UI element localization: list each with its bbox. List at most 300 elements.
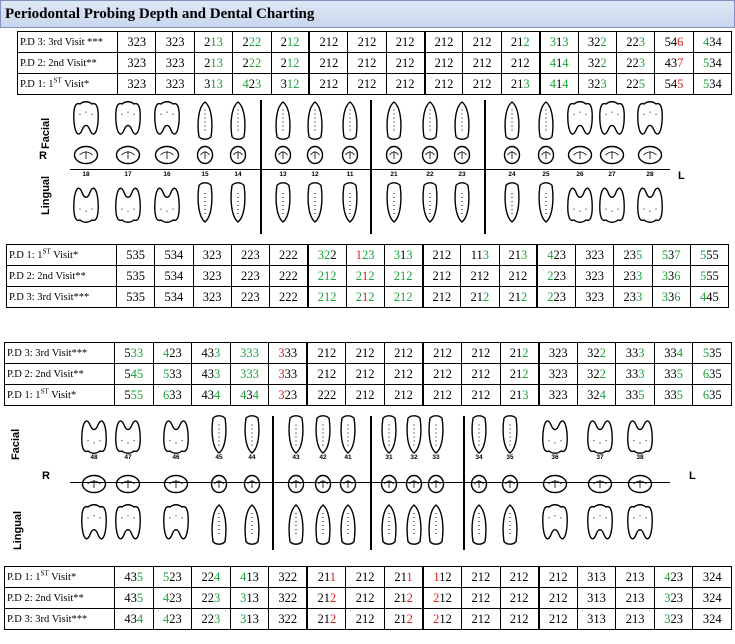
probing-depth-cell: 223 (537, 287, 575, 308)
tooth-occlusal-icon (380, 474, 398, 499)
probing-depth-cell: 414 (540, 53, 578, 74)
tooth-facial-icon (635, 99, 665, 146)
probing-depth-cell: 313 (230, 609, 269, 630)
upper-chart-midline (370, 100, 372, 234)
probing-depth-cell: 546 (655, 32, 693, 53)
lower-chart-divider-left (272, 416, 274, 550)
probing-depth-cell: 222 (233, 32, 271, 53)
probing-depth-cell: 212 (386, 32, 424, 53)
probing-depth-cell: 336 (652, 266, 690, 287)
visit-label: P.D 1: 1ST Visit* (5, 567, 115, 588)
tooth-number: 18 (82, 171, 90, 178)
tooth-number: 12 (311, 171, 319, 178)
probing-depth-cell: 335 (654, 364, 693, 385)
probing-depth-cell: 223 (231, 266, 269, 287)
tooth-facial-icon (536, 99, 556, 146)
tooth-lingual-icon (379, 502, 399, 551)
tooth-lingual-icon (502, 181, 522, 230)
probing-depth-cell: 212 (423, 245, 461, 266)
probing-depth-cell: 212 (461, 287, 499, 308)
probing-depth-cell: 533 (115, 343, 154, 364)
tooth-occlusal-icon (599, 145, 625, 170)
tooth-occlusal-icon (339, 474, 357, 499)
probing-depth-cell: 212 (384, 609, 423, 630)
probing-depth-cell: 534 (693, 74, 731, 95)
probing-depth-cell: 112 (423, 567, 462, 588)
tooth-occlusal-icon (229, 145, 247, 170)
probing-depth-cell: 334 (654, 343, 693, 364)
probing-depth-cell: 336 (652, 287, 690, 308)
tooth-lingual-icon (242, 502, 262, 551)
probing-depth-cell: 213 (616, 609, 655, 630)
tooth-number: 23 (458, 171, 466, 178)
probing-depth-cell: 212 (384, 588, 423, 609)
probing-depth-cell: 435 (115, 567, 154, 588)
probing-row (5, 385, 732, 406)
visit-label: P.D 3: 3rd Visit*** (7, 287, 117, 308)
tooth-facial-icon (228, 99, 248, 146)
probing-depth-cell: 633 (153, 385, 192, 406)
probing-depth-cell: 434 (115, 609, 154, 630)
probing-depth-cell: 333 (269, 364, 308, 385)
tooth-number: 48 (90, 454, 98, 461)
probing-depth-cell: 212 (308, 287, 346, 308)
tooth-number: 32 (410, 454, 418, 461)
probing-depth-cell: 323 (578, 74, 616, 95)
visit-label: P.D 2: 2nd Visit** (18, 53, 118, 74)
lower-chart-midline (370, 416, 372, 550)
probing-depth-cell: 414 (540, 74, 578, 95)
tooth-lingual-icon (340, 181, 360, 230)
tooth-lingual-icon (305, 181, 325, 230)
probing-depth-cell: 212 (348, 53, 386, 74)
tooth-lingual-icon (597, 181, 627, 230)
probing-depth-cell: 323 (576, 287, 614, 308)
probing-table-lower-lingual (4, 342, 732, 406)
probing-depth-cell: 545 (115, 364, 154, 385)
probing-depth-cell: 535 (117, 245, 155, 266)
probing-depth-cell: 123 (346, 245, 384, 266)
tooth-occlusal-icon (73, 145, 99, 170)
probing-depth-cell: 212 (423, 588, 462, 609)
probing-depth-cell: 335 (616, 385, 655, 406)
probing-depth-cell: 423 (537, 245, 575, 266)
probing-depth-cell: 212 (463, 53, 501, 74)
probing-depth-cell: 324 (693, 588, 732, 609)
probing-row (5, 588, 732, 609)
probing-depth-cell: 212 (348, 32, 386, 53)
tooth-lingual-icon (500, 502, 520, 551)
probing-depth-cell: 225 (616, 74, 654, 95)
probing-depth-cell: 212 (386, 74, 424, 95)
probing-row (7, 266, 729, 287)
lower-facial-label: Facial (10, 428, 22, 460)
tooth-occlusal-icon (287, 474, 305, 499)
probing-depth-cell: 435 (115, 588, 154, 609)
probing-depth-cell: 534 (155, 287, 193, 308)
visit-label: P.D 3: 3rd Visit*** (5, 343, 115, 364)
tooth-occlusal-icon (314, 474, 332, 499)
probing-depth-cell: 313 (540, 32, 578, 53)
probing-depth-cell: 212 (348, 74, 386, 95)
tooth-occlusal-icon (567, 145, 593, 170)
tooth-lingual-icon (540, 502, 570, 551)
probing-depth-cell: 433 (192, 364, 231, 385)
probing-depth-cell: 213 (616, 567, 655, 588)
probing-depth-cell: 534 (155, 245, 193, 266)
probing-depth-cell: 322 (577, 343, 616, 364)
probing-depth-cell: 212 (462, 588, 501, 609)
probing-depth-cell: 222 (233, 53, 271, 74)
tooth-occlusal-icon (341, 145, 359, 170)
tooth-number: 14 (234, 171, 242, 178)
probing-row (5, 609, 732, 630)
probing-depth-cell: 212 (346, 287, 384, 308)
upper-chart-divider-left (260, 100, 262, 234)
tooth-occlusal-icon (306, 145, 324, 170)
probing-depth-cell: 322 (269, 609, 308, 630)
tooth-facial-icon (273, 99, 293, 146)
probing-depth-cell: 212 (307, 364, 346, 385)
probing-depth-cell: 212 (309, 32, 347, 53)
probing-depth-cell: 445 (690, 287, 728, 308)
probing-depth-cell: 212 (346, 385, 385, 406)
probing-depth-cell: 222 (307, 385, 346, 406)
probing-depth-cell: 635 (693, 385, 732, 406)
tooth-occlusal-icon (637, 145, 663, 170)
probing-depth-cell: 212 (499, 287, 537, 308)
tooth-lingual-icon (71, 181, 101, 230)
tooth-lingual-icon (426, 502, 446, 551)
probing-depth-cell: 323 (539, 343, 578, 364)
probing-depth-cell: 535 (117, 287, 155, 308)
probing-depth-cell: 322 (269, 567, 308, 588)
tooth-lingual-icon (420, 181, 440, 230)
tooth-occlusal-icon (163, 474, 189, 499)
tooth-number: 36 (551, 454, 559, 461)
tooth-occlusal-icon (243, 474, 261, 499)
probing-depth-cell: 534 (155, 266, 193, 287)
probing-depth-cell: 222 (270, 287, 308, 308)
tooth-occlusal-icon (405, 474, 423, 499)
probing-table-lower-facial (4, 566, 732, 630)
upper-facial-label: Facial (40, 117, 52, 149)
tooth-occlusal-icon (154, 145, 180, 170)
tooth-facial-icon (420, 99, 440, 146)
upper-lingual-label: Lingual (40, 175, 52, 215)
probing-depth-cell: 423 (153, 588, 192, 609)
probing-depth-cell: 235 (614, 245, 652, 266)
probing-depth-cell: 323 (118, 53, 156, 74)
probing-depth-cell: 223 (616, 53, 654, 74)
probing-depth-cell: 233 (614, 287, 652, 308)
probing-depth-cell: 313 (194, 74, 232, 95)
probing-row (7, 287, 729, 308)
probing-depth-cell: 324 (693, 567, 732, 588)
probing-row (18, 53, 732, 74)
probing-depth-cell: 212 (500, 343, 539, 364)
probing-depth-cell: 212 (462, 385, 501, 406)
probing-depth-cell: 233 (614, 266, 652, 287)
probing-depth-cell: 212 (539, 567, 578, 588)
probing-depth-cell: 434 (693, 32, 731, 53)
upper-right-label: R (39, 150, 47, 162)
tooth-facial-icon (71, 99, 101, 146)
tooth-number: 27 (608, 171, 616, 178)
probing-depth-cell: 322 (308, 245, 346, 266)
probing-depth-cell: 213 (616, 588, 655, 609)
probing-depth-cell: 323 (193, 266, 231, 287)
tooth-occlusal-icon (385, 145, 403, 170)
probing-depth-cell: 213 (194, 32, 232, 53)
probing-depth-cell: 333 (269, 343, 308, 364)
tooth-lingual-icon (404, 502, 424, 551)
probing-depth-cell: 212 (423, 364, 462, 385)
probing-depth-cell: 212 (539, 588, 578, 609)
tooth-lingual-icon (273, 181, 293, 230)
probing-depth-cell: 212 (425, 53, 463, 74)
probing-depth-cell: 212 (423, 385, 462, 406)
probing-depth-cell: 223 (231, 245, 269, 266)
probing-depth-cell: 313 (577, 567, 616, 588)
probing-depth-cell: 212 (425, 74, 463, 95)
tooth-lingual-icon (195, 181, 215, 230)
tooth-occlusal-icon (587, 474, 613, 499)
probing-depth-cell: 322 (577, 364, 616, 385)
probing-depth-cell: 212 (501, 53, 539, 74)
tooth-number: 28 (646, 171, 654, 178)
probing-depth-cell: 212 (307, 609, 346, 630)
probing-depth-cell: 212 (500, 364, 539, 385)
probing-depth-cell: 211 (384, 567, 423, 588)
probing-depth-cell: 212 (499, 266, 537, 287)
probing-depth-cell: 212 (307, 588, 346, 609)
tooth-lingual-icon (536, 181, 556, 230)
probing-depth-cell: 223 (231, 287, 269, 308)
probing-depth-cell: 323 (539, 364, 578, 385)
probing-depth-cell: 213 (194, 53, 232, 74)
tooth-occlusal-icon (421, 145, 439, 170)
probing-depth-cell: 212 (346, 567, 385, 588)
tooth-lingual-icon (313, 502, 333, 551)
probing-depth-cell: 213 (500, 385, 539, 406)
probing-depth-cell: 212 (346, 588, 385, 609)
probing-depth-cell: 333 (616, 364, 655, 385)
probing-depth-cell: 423 (654, 567, 693, 588)
tooth-facial-icon (597, 99, 627, 146)
probing-row (5, 567, 732, 588)
probing-depth-cell: 212 (500, 567, 539, 588)
probing-table-upper-lingual (6, 244, 729, 308)
visit-label: P.D 1: 1ST Visit* (18, 74, 118, 95)
page-title: Periodontal Probing Depth and Dental Charting (0, 0, 735, 28)
probing-depth-cell: 555 (690, 266, 728, 287)
probing-depth-cell: 212 (462, 343, 501, 364)
probing-depth-cell: 323 (156, 74, 194, 95)
tooth-number: 33 (432, 454, 440, 461)
tooth-number: 45 (215, 454, 223, 461)
probing-depth-cell: 333 (230, 343, 269, 364)
tooth-occlusal-icon (627, 474, 653, 499)
visit-label: P.D 2: 2nd Visit** (5, 364, 115, 385)
tooth-occlusal-icon (542, 474, 568, 499)
probing-depth-cell: 213 (499, 245, 537, 266)
tooth-lingual-icon (113, 502, 143, 551)
probing-row (18, 74, 732, 95)
probing-depth-cell: 223 (192, 588, 231, 609)
probing-depth-cell: 212 (425, 32, 463, 53)
probing-depth-cell: 212 (346, 343, 385, 364)
probing-depth-cell: 635 (693, 364, 732, 385)
probing-depth-cell: 212 (384, 287, 422, 308)
tooth-lingual-icon (152, 181, 182, 230)
tooth-number: 44 (248, 454, 256, 461)
probing-depth-cell: 423 (233, 74, 271, 95)
lower-lingual-label: Lingual (12, 510, 24, 550)
probing-depth-cell: 312 (271, 74, 309, 95)
tooth-facial-icon (340, 99, 360, 146)
probing-depth-cell: 323 (118, 32, 156, 53)
probing-depth-cell: 212 (423, 266, 461, 287)
tooth-facial-icon (384, 99, 404, 146)
probing-depth-cell: 212 (462, 609, 501, 630)
lower-right-label: R (42, 470, 50, 482)
probing-depth-cell: 212 (384, 266, 422, 287)
probing-depth-cell: 555 (115, 385, 154, 406)
probing-depth-cell: 212 (346, 266, 384, 287)
tooth-number: 17 (124, 171, 132, 178)
tooth-facial-icon (195, 99, 215, 146)
probing-depth-cell: 523 (153, 567, 192, 588)
tooth-lingual-icon (585, 502, 615, 551)
visit-label: P.D 1: 1ST Visit* (5, 385, 115, 406)
probing-depth-cell: 223 (192, 609, 231, 630)
probing-depth-cell: 323 (269, 385, 308, 406)
probing-depth-cell: 323 (118, 74, 156, 95)
probing-depth-cell: 212 (462, 567, 501, 588)
tooth-number: 34 (475, 454, 483, 461)
upper-left-label: L (678, 170, 685, 182)
tooth-occlusal-icon (501, 474, 519, 499)
probing-depth-cell: 212 (271, 53, 309, 74)
tooth-number: 47 (124, 454, 132, 461)
probing-depth-cell: 113 (461, 245, 499, 266)
probing-depth-cell: 212 (309, 74, 347, 95)
probing-row (5, 343, 732, 364)
probing-depth-cell: 223 (537, 266, 575, 287)
probing-depth-cell: 323 (193, 245, 231, 266)
probing-depth-cell: 212 (500, 588, 539, 609)
probing-depth-cell: 212 (462, 364, 501, 385)
tooth-facial-icon (565, 99, 595, 146)
lower-dental-chart (0, 412, 735, 555)
probing-depth-cell: 555 (690, 245, 728, 266)
probing-row (18, 32, 732, 53)
probing-depth-cell: 333 (230, 364, 269, 385)
probing-depth-cell: 212 (384, 343, 423, 364)
tooth-number: 24 (508, 171, 516, 178)
probing-depth-cell: 323 (654, 609, 693, 630)
tooth-occlusal-icon (453, 145, 471, 170)
probing-depth-cell: 335 (654, 385, 693, 406)
tooth-lingual-icon (228, 181, 248, 230)
probing-depth-cell: 545 (655, 74, 693, 95)
tooth-lingual-icon (469, 502, 489, 551)
probing-depth-cell: 537 (652, 245, 690, 266)
probing-depth-cell: 433 (192, 343, 231, 364)
probing-depth-cell: 212 (423, 343, 462, 364)
probing-depth-cell: 322 (269, 588, 308, 609)
probing-depth-cell: 333 (616, 343, 655, 364)
probing-depth-cell: 212 (307, 343, 346, 364)
probing-depth-cell: 212 (384, 385, 423, 406)
tooth-occlusal-icon (274, 145, 292, 170)
tooth-facial-icon (502, 99, 522, 146)
tooth-lingual-icon (286, 502, 306, 551)
probing-depth-cell: 213 (501, 74, 539, 95)
probing-depth-cell: 313 (384, 245, 422, 266)
probing-depth-cell: 434 (230, 385, 269, 406)
probing-depth-cell: 224 (192, 567, 231, 588)
probing-depth-cell: 212 (271, 32, 309, 53)
tooth-occlusal-icon (427, 474, 445, 499)
visit-label: P.D 2: 2nd Visit** (7, 266, 117, 287)
upper-dental-chart (0, 97, 735, 240)
tooth-number: 37 (596, 454, 604, 461)
tooth-lingual-icon (338, 502, 358, 551)
probing-depth-cell: 212 (539, 609, 578, 630)
probing-depth-cell: 222 (270, 266, 308, 287)
probing-depth-cell: 222 (270, 245, 308, 266)
probing-depth-cell: 212 (346, 609, 385, 630)
probing-depth-cell: 535 (117, 266, 155, 287)
probing-depth-cell: 212 (463, 32, 501, 53)
tooth-facial-icon (113, 99, 143, 146)
probing-depth-cell: 322 (578, 53, 616, 74)
probing-depth-cell: 212 (346, 364, 385, 385)
tooth-number: 13 (279, 171, 287, 178)
probing-depth-cell: 323 (576, 245, 614, 266)
probing-depth-cell: 434 (192, 385, 231, 406)
tooth-number: 38 (636, 454, 644, 461)
tooth-lingual-icon (565, 181, 595, 230)
visit-label: P.D 2: 2nd Visit** (5, 588, 115, 609)
tooth-number: 26 (576, 171, 584, 178)
probing-depth-cell: 413 (230, 567, 269, 588)
probing-row (5, 364, 732, 385)
tooth-lingual-icon (79, 502, 109, 551)
visit-label: P.D 3: 3rd Visit*** (5, 609, 115, 630)
probing-depth-cell: 212 (423, 609, 462, 630)
probing-depth-cell: 211 (307, 567, 346, 588)
probing-depth-cell: 313 (230, 588, 269, 609)
probing-depth-cell: 212 (501, 32, 539, 53)
tooth-occlusal-icon (196, 145, 214, 170)
visit-label: P.D 3: 3rd Visit *** (18, 32, 118, 53)
probing-depth-cell: 323 (193, 287, 231, 308)
tooth-number: 11 (346, 171, 354, 178)
tooth-facial-icon (452, 99, 472, 146)
tooth-lingual-icon (209, 502, 229, 551)
probing-depth-cell: 324 (693, 609, 732, 630)
tooth-occlusal-icon (115, 145, 141, 170)
tooth-lingual-icon (161, 502, 191, 551)
tooth-number: 41 (344, 454, 352, 461)
probing-depth-cell: 212 (500, 609, 539, 630)
probing-depth-cell: 323 (654, 588, 693, 609)
probing-depth-cell: 535 (693, 343, 732, 364)
tooth-lingual-icon (625, 502, 655, 551)
